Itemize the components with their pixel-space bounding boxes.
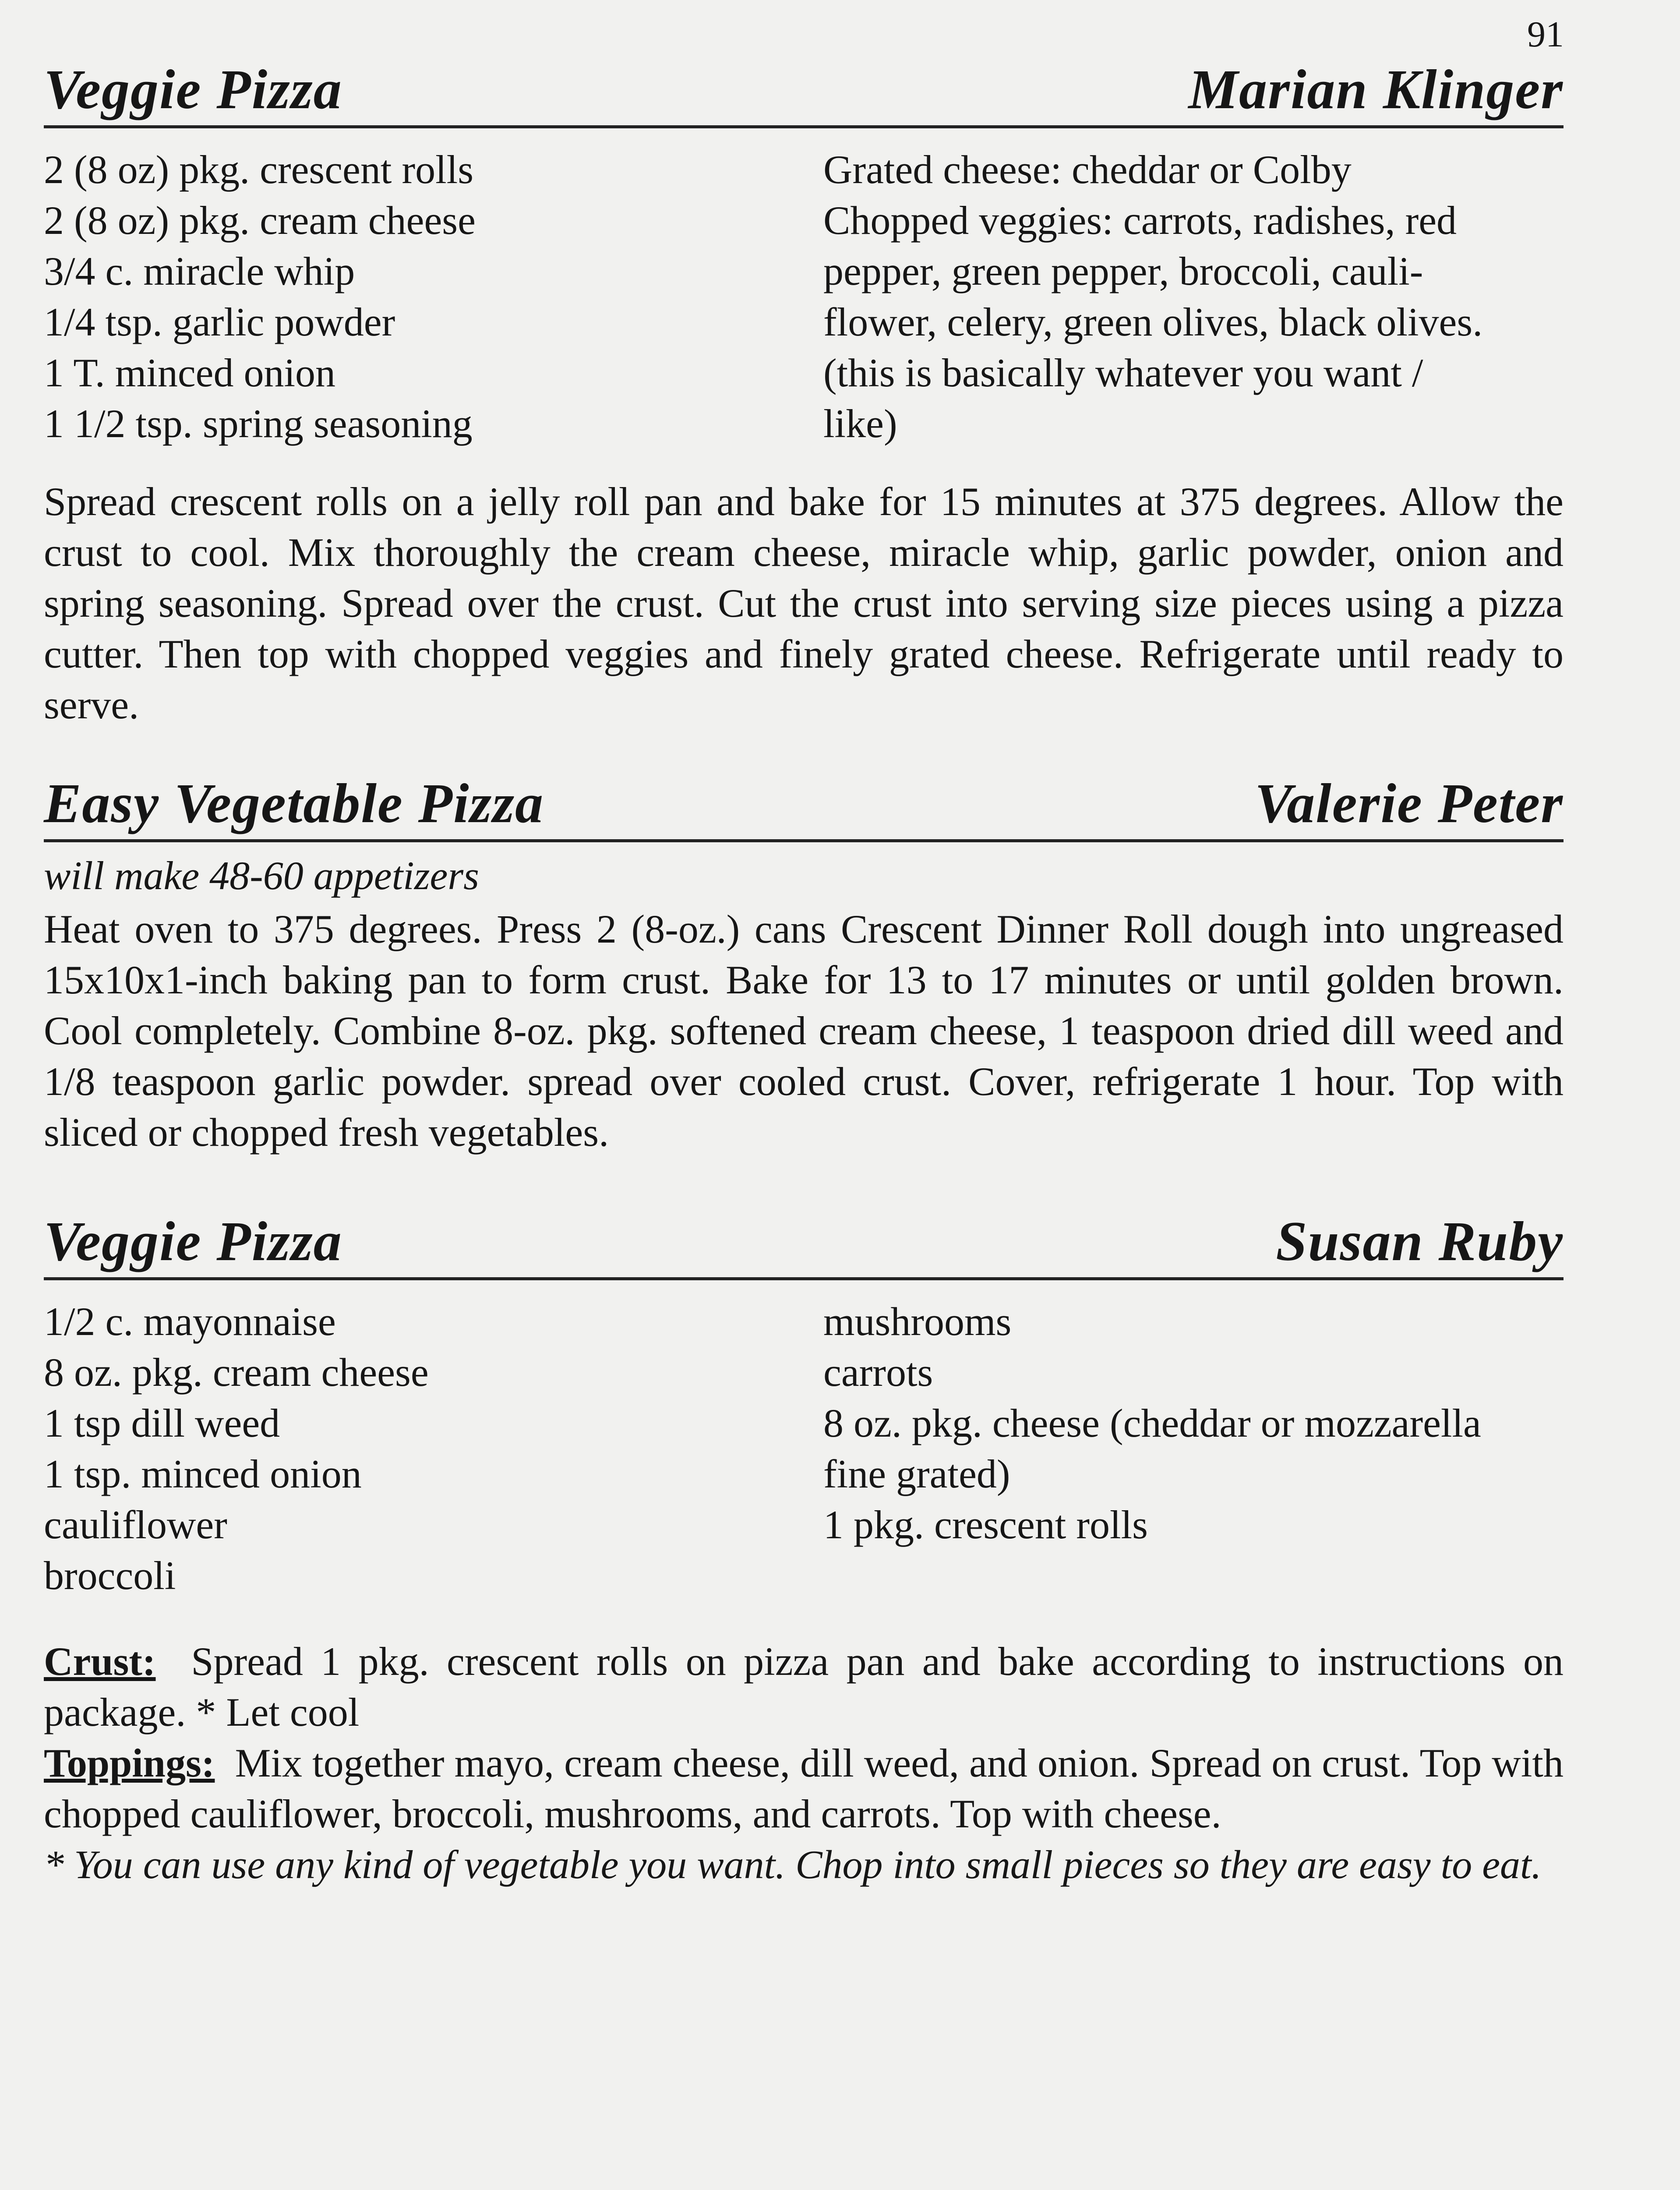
ingredient-line: (this is basically whatever you want / [823,350,1423,395]
recipe-easy-vegetable-pizza [44,772,1564,1158]
recipe-title: Veggie Pizza [44,1210,342,1272]
ingredient-line: Chopped veggies: carrots, radishes, red [823,198,1457,243]
recipe-note: * You can use any kind of vegetable you want. Chop into small pieces so they are easy to eat. [44,1842,1542,1887]
ingredient-line: carrots [823,1350,933,1395]
recipe-veggie-pizza-ruby [44,1210,1564,1890]
recipe-title: Easy Vegetable Pizza [44,772,544,834]
toppings-text: Mix together mayo, cream cheese, dill weed, and onion. Spread on crust. Top with chopped cauliflower, broccoli, mushrooms, and carrots. Top with cheese. [44,1741,1564,1836]
ingredient-line: 2 (8 oz) pkg. cream cheese [44,198,476,243]
ingredient-line: mushrooms [823,1299,1012,1344]
ingredient-line: Grated cheese: cheddar or Colby [823,147,1352,192]
recipe-author: Susan Ruby [1276,1210,1564,1272]
crust-text: Spread 1 pkg. crescent rolls on pizza pan and bake according to instructions on package. * Let cool [44,1639,1564,1734]
ingredient-line: 8 oz. pkg. cream cheese [44,1350,429,1395]
recipe-yield: will make 48-60 appetizers [44,853,479,898]
ingredient-line: like) [823,401,897,446]
ingredient-line: 2 (8 oz) pkg. crescent rolls [44,147,474,192]
page-number: 91 [1527,14,1564,55]
crust-label: Crust: [44,1639,156,1684]
recipe-header [44,58,1564,128]
ingredient-line: 1 pkg. crescent rolls [823,1502,1148,1547]
recipe-author: Marian Klinger [1188,58,1564,120]
ingredient-line: 1 T. minced onion [44,350,336,395]
ingredient-line: pepper, green pepper, broccoli, cauli- [823,249,1423,293]
ingredient-line: 8 oz. pkg. cheese (cheddar or mozzarella [823,1401,1481,1445]
ingredient-line: 3/4 c. miracle whip [44,249,355,293]
ingredient-columns [44,144,1564,449]
recipe-header [44,1210,1564,1280]
recipe-header [44,772,1564,842]
ingredient-line: 1 1/2 tsp. spring seasoning [44,401,473,446]
ingredient-line: flower, celery, green olives, black olives. [823,300,1483,344]
ingredient-line: 1 tsp. minced onion [44,1452,362,1496]
recipe-directions: Spread crescent rolls on a jelly roll pan and bake for 15 minutes at 375 degrees. Allow the crust to cool. Mix thoroughly the cream cheese, miracle whip, garlic powder, onion and spring seasoning. Spread over the crust. Cut the crust into serving size pieces using a pizza cutter. Then top with chopped veggies and finely grated cheese. Refrigerate until ready to serve. [44,479,1564,727]
ingredient-line: fine grated) [823,1452,1010,1496]
toppings-instructions [44,1738,1564,1839]
ingredient-line: broccoli [44,1553,176,1598]
toppings-label: Toppings: [44,1741,215,1785]
ingredients-left [44,1296,823,1601]
ingredient-line: 1 tsp dill weed [44,1401,280,1445]
crust-instructions [44,1636,1564,1738]
recipe-author: Valerie Peter [1255,772,1564,834]
ingredient-line: 1/4 tsp. garlic powder [44,300,395,344]
recipe-veggie-pizza-klinger [44,58,1564,730]
ingredients-right [823,144,1564,449]
ingredients-right [823,1296,1564,1601]
ingredient-columns [44,1296,1564,1601]
ingredients-left [44,144,823,449]
recipe-directions: Heat oven to 375 degrees. Press 2 (8-oz.) cans Crescent Dinner Roll dough into ungreased 15x10x1-inch baking pan to form crust. Bake for 13 to 17 minutes or until golden brown. Cool completely. Combine 8-oz. pkg. softened cream cheese, 1 teaspoon dried dill weed and 1/8 teaspoon garlic powder. spread over cooled crust. Cover, refrigerate 1 hour. Top with sliced or chopped fresh vegetables. [44,907,1564,1155]
recipe-title: Veggie Pizza [44,58,342,120]
ingredient-line: cauliflower [44,1502,227,1547]
ingredient-line: 1/2 c. mayonnaise [44,1299,336,1344]
